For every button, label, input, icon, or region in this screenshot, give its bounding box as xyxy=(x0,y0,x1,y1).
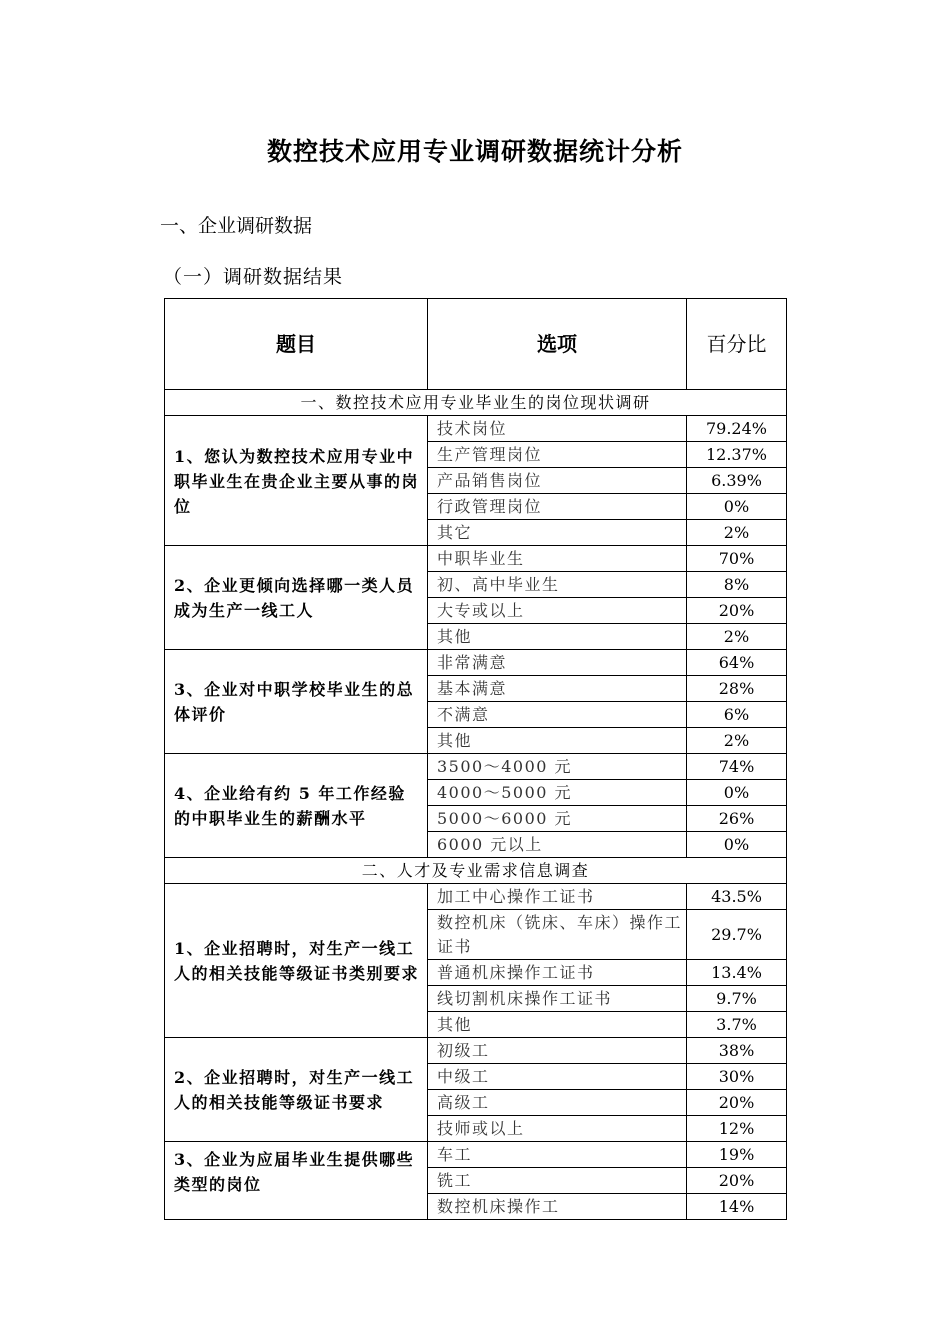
section-row xyxy=(165,390,787,416)
header-question: 题目 xyxy=(165,299,428,390)
document-title: 数控技术应用专业调研数据统计分析 xyxy=(266,137,683,166)
percentage-cell: 2% xyxy=(687,520,787,546)
percentage-cell: 64% xyxy=(687,650,787,676)
option-cell: 大专或以上 xyxy=(428,598,687,624)
percentage-cell: 2% xyxy=(687,624,787,650)
percentage-cell: 3.7% xyxy=(687,1012,787,1038)
option-cell: 其它 xyxy=(428,520,687,546)
option-cell: 线切割机床操作工证书 xyxy=(428,986,687,1012)
header-percentage: 百分比 xyxy=(687,299,787,390)
option-cell: 其他 xyxy=(428,1012,687,1038)
option-cell: 不满意 xyxy=(428,702,687,728)
table-row xyxy=(165,1038,787,1064)
question-cell: 2、企业更倾向选择哪一类人员成为生产一线工人 xyxy=(165,546,428,650)
section-title: 二、人才及专业需求信息调查 xyxy=(165,858,787,884)
option-cell: 6000 元以上 xyxy=(428,832,687,858)
option-cell: 其他 xyxy=(428,624,687,650)
section-row xyxy=(165,858,787,884)
percentage-cell: 20% xyxy=(687,1168,787,1194)
option-cell: 数控机床（铣床、车床）操作工证书 xyxy=(428,910,687,960)
percentage-cell: 29.7% xyxy=(687,910,787,960)
table-row xyxy=(165,884,787,910)
percentage-cell: 0% xyxy=(687,832,787,858)
option-cell: 中级工 xyxy=(428,1064,687,1090)
option-cell: 数控机床操作工 xyxy=(428,1194,687,1220)
option-cell: 初、高中毕业生 xyxy=(428,572,687,598)
option-cell: 普通机床操作工证书 xyxy=(428,960,687,986)
option-cell: 行政管理岗位 xyxy=(428,494,687,520)
percentage-cell: 43.5% xyxy=(687,884,787,910)
option-cell: 3500～4000 元 xyxy=(428,754,687,780)
percentage-cell: 0% xyxy=(687,780,787,806)
percentage-cell: 8% xyxy=(687,572,787,598)
question-cell: 3、企业为应届毕业生提供哪些类型的岗位 xyxy=(165,1142,428,1220)
percentage-cell: 9.7% xyxy=(687,986,787,1012)
percentage-cell: 79.24% xyxy=(687,416,787,442)
option-cell: 中职毕业生 xyxy=(428,546,687,572)
table-header-row xyxy=(165,299,787,390)
percentage-cell: 6.39% xyxy=(687,468,787,494)
percentage-cell: 20% xyxy=(687,1090,787,1116)
option-cell: 5000～6000 元 xyxy=(428,806,687,832)
percentage-cell: 2% xyxy=(687,728,787,754)
percentage-cell: 12.37% xyxy=(687,442,787,468)
option-cell: 高级工 xyxy=(428,1090,687,1116)
percentage-cell: 13.4% xyxy=(687,960,787,986)
question-cell: 4、企业给有约 5 年工作经验的中职毕业生的薪酬水平 xyxy=(165,754,428,858)
percentage-cell: 19% xyxy=(687,1142,787,1168)
option-cell: 非常满意 xyxy=(428,650,687,676)
percentage-cell: 30% xyxy=(687,1064,787,1090)
subsection-heading: （一）调研数据结果 xyxy=(163,266,344,288)
option-cell: 铣工 xyxy=(428,1168,687,1194)
table-row xyxy=(165,754,787,780)
table-row xyxy=(165,546,787,572)
percentage-cell: 74% xyxy=(687,754,787,780)
option-cell: 产品销售岗位 xyxy=(428,468,687,494)
percentage-cell: 12% xyxy=(687,1116,787,1142)
percentage-cell: 20% xyxy=(687,598,787,624)
percentage-cell: 38% xyxy=(687,1038,787,1064)
option-cell: 基本满意 xyxy=(428,676,687,702)
section-title: 一、数控技术应用专业毕业生的岗位现状调研 xyxy=(165,390,787,416)
question-cell: 1、您认为数控技术应用专业中职毕业生在贵企业主要从事的岗位 xyxy=(165,416,428,546)
survey-table xyxy=(164,298,787,1220)
option-cell: 加工中心操作工证书 xyxy=(428,884,687,910)
option-cell: 4000～5000 元 xyxy=(428,780,687,806)
percentage-cell: 26% xyxy=(687,806,787,832)
percentage-cell: 6% xyxy=(687,702,787,728)
question-cell: 3、企业对中职学校毕业生的总体评价 xyxy=(165,650,428,754)
percentage-cell: 0% xyxy=(687,494,787,520)
option-cell: 车工 xyxy=(428,1142,687,1168)
percentage-cell: 14% xyxy=(687,1194,787,1220)
table-row xyxy=(165,416,787,442)
question-cell: 1、企业招聘时，对生产一线工人的相关技能等级证书类别要求 xyxy=(165,884,428,1038)
option-cell: 其他 xyxy=(428,728,687,754)
percentage-cell: 28% xyxy=(687,676,787,702)
section-heading: 一、企业调研数据 xyxy=(160,215,313,237)
option-cell: 初级工 xyxy=(428,1038,687,1064)
option-cell: 技师或以上 xyxy=(428,1116,687,1142)
table-row xyxy=(165,1142,787,1168)
table-row xyxy=(165,650,787,676)
option-cell: 生产管理岗位 xyxy=(428,442,687,468)
percentage-cell: 70% xyxy=(687,546,787,572)
question-cell: 2、企业招聘时，对生产一线工人的相关技能等级证书要求 xyxy=(165,1038,428,1142)
header-option: 选项 xyxy=(428,299,687,390)
option-cell: 技术岗位 xyxy=(428,416,687,442)
